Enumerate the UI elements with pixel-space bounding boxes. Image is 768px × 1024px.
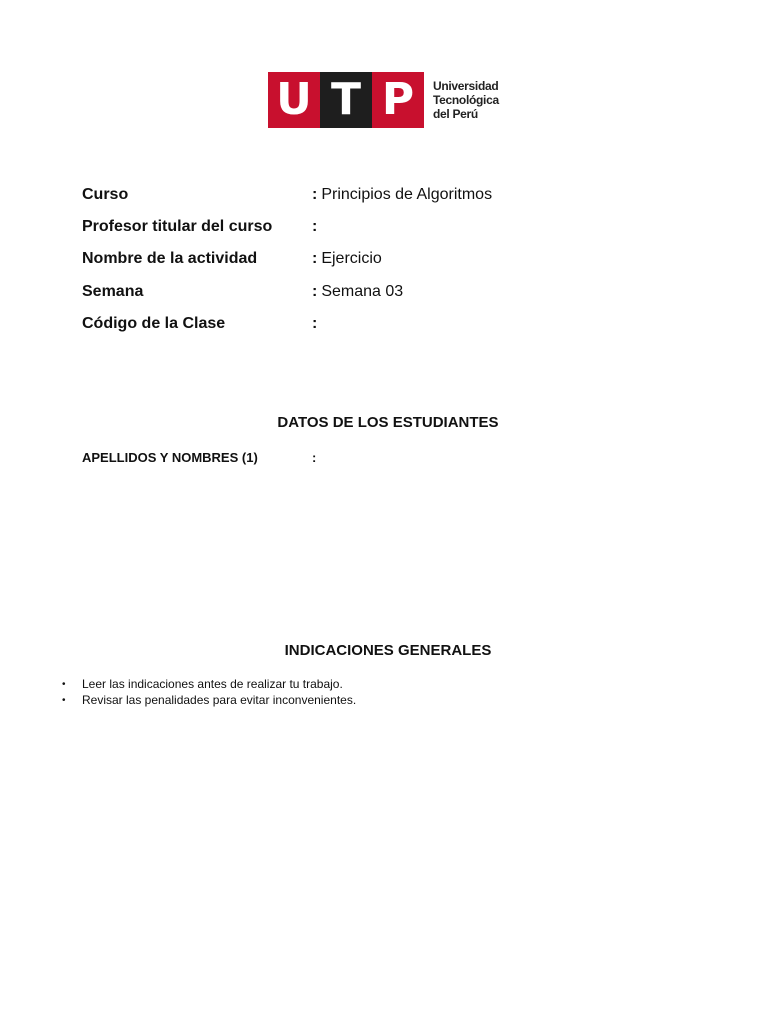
info-value: Semana 03: [321, 283, 404, 300]
student-label: APELLIDOS Y NOMBRES (1): [82, 450, 258, 465]
info-label: Curso: [82, 186, 129, 203]
info-row-codigo: [82, 313, 321, 335]
logo-wordmark: [433, 79, 499, 121]
list-item: [62, 692, 356, 708]
info-row-actividad: [82, 248, 382, 270]
info-colon: :: [312, 250, 318, 267]
list-item-text: Revisar las penalidades para evitar inconvenientes.: [82, 693, 357, 707]
info-label: Profesor titular del curso: [82, 218, 273, 235]
info-row-semana: [82, 281, 403, 303]
bullet-icon: •: [62, 678, 66, 690]
logo-text-line: Tecnológica: [433, 93, 499, 107]
info-colon: :: [312, 186, 318, 203]
logo-letter-u: U: [268, 72, 320, 128]
list-item: [62, 676, 356, 692]
info-value: Principios de Algoritmos: [321, 186, 493, 203]
logo-text-line: del Perú: [433, 107, 478, 121]
students-section-title: DATOS DE LOS ESTUDIANTES: [277, 414, 499, 431]
logo-letter-t: T: [320, 72, 372, 128]
indications-section-title: INDICACIONES GENERALES: [284, 642, 492, 659]
info-label: Código de la Clase: [82, 315, 226, 332]
logo-text-line: Universidad: [433, 79, 499, 93]
info-value: Ejercicio: [321, 250, 382, 267]
info-row-profesor: [82, 216, 321, 238]
list-item-text: Leer las indicaciones antes de realizar tu trabajo.: [82, 677, 343, 691]
bullet-icon: •: [62, 694, 66, 706]
info-row-curso: [82, 184, 492, 206]
student-row: [82, 450, 316, 465]
utp-logo-mark: [268, 72, 424, 128]
info-colon: :: [312, 315, 318, 332]
info-label: Nombre de la actividad: [82, 250, 258, 267]
info-colon: :: [312, 283, 318, 300]
logo-letter-p: P: [372, 72, 424, 128]
indications-list: [62, 676, 356, 708]
student-colon: :: [312, 450, 317, 465]
info-label: Semana: [82, 283, 144, 300]
info-colon: :: [312, 218, 318, 235]
utp-logo: [268, 72, 499, 128]
